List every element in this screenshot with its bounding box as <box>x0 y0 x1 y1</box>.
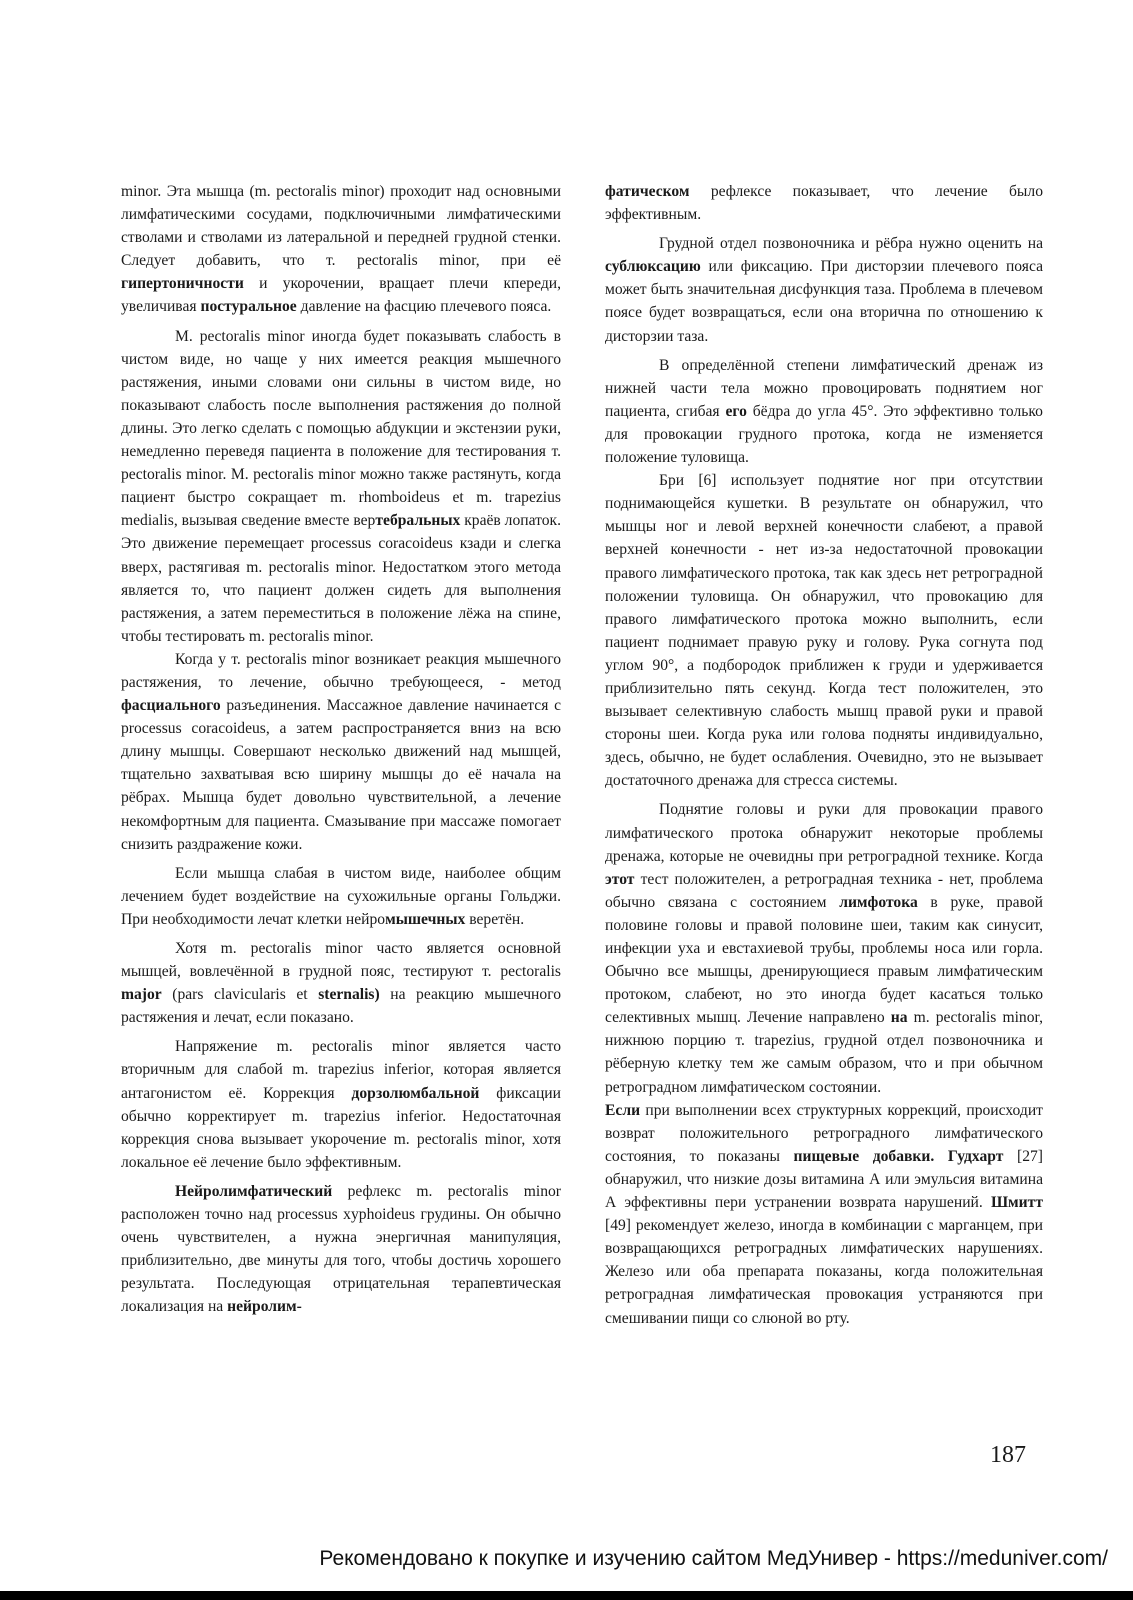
text-run <box>934 1148 948 1165</box>
text-run: [27] обнаружил, что низкие дозы витамина А или эмульсия витамина А эффективны пери устранении возврата нарушений. <box>605 1147 1043 1212</box>
text-run: краёв лопаток. Это движение перемещает processus coracoideus кзади и слегка вверх, растягивая m. pectoralis minor. Недостатком этого метода является то, что пациент должен сидеть для выполнения растяжения, а затем переместиться в положение лёжа на спине, чтобы тестировать m. pectoralis minor. <box>121 512 561 645</box>
bold-text-run: фатическом <box>605 183 690 200</box>
text-run: веретён. <box>465 910 525 928</box>
bold-text-run: sternalis) <box>318 986 380 1004</box>
paragraph <box>121 648 561 856</box>
bold-text-run: Если <box>605 1101 641 1119</box>
right-column <box>605 180 1043 1330</box>
bottom-border <box>0 1591 1133 1600</box>
text-run: тест положителен, а ретроградная техника - нет, проблема обычно связана с состоянием <box>605 870 1043 911</box>
text-run: и укорочении, вращает плечи кпереди, увеличивая <box>121 275 561 316</box>
paragraph <box>605 1099 1043 1330</box>
text-run: в руке, правой половине головы и правой половине шеи, таким как синусит, инфекции уха и евстахиевой трубы, проблемы носа или горла. Обычно все мышцы, дренирующиеся правым лимфатическим протоком, слабеют, но это иногда будет касаться только селективных мышц. Лечение направлено <box>605 893 1043 1027</box>
text-run: minor. Эта мышца (m. pectoralis minor) проходит над основными лимфатическими сосудами, подключичными лимфатическими стволами и стволами из латеральной и передней грудной стенки. Следует добавить, что т. pectoralis minor, при её <box>121 183 561 270</box>
text-run: давление на фасцию плечевого пояса. <box>296 298 552 316</box>
left-column <box>121 180 561 1319</box>
text-run: разъединения. Массажное давление начинается с processus coracoideus, а затем распространяется вниз на всю длину мышцы. Совершают несколько движений над мышцей, тщательно захватывая всю ширину мышцы до её начала на рёбрах. Мышца будет довольно чувствительной, а лечение некомфортным для пациента. Смазывание при массаже помогает снизить раздражение кожи. <box>121 697 561 853</box>
paragraph <box>121 937 561 1029</box>
bold-text-run: мышечных <box>385 910 466 928</box>
paragraph <box>605 469 1043 792</box>
bold-text-run: Шмитт <box>990 1194 1043 1212</box>
bold-text-run: его <box>725 402 747 420</box>
text-run: бёдра до угла 45°. Это эффективно только для провокации грудного протока, когда не изменяется положение туловища. <box>605 402 1043 467</box>
text-run: [49] рекомендует железо, иногда в комбинации с марганцем, при возвращающихся ретроградных лимфатических нарушениях. Железо или оба препарата показаны, когда положительная ретроградная лимфатическая провокация устраняются при смешивании пищи со слюной во рту. <box>605 1217 1043 1327</box>
bold-text-run: Нейролимфатический <box>175 1182 333 1200</box>
bold-text-run: этот <box>605 870 635 888</box>
text-run: или фиксацию. При дисторзии плечевого пояса может быть значительная дисфункция таза. Проблема в плечевом поясе будет возвращаться, если она вторична по отношению к дисторзии таза. <box>605 258 1043 345</box>
paragraph <box>121 1180 561 1319</box>
page-number: 187 <box>990 1442 1026 1468</box>
bold-text-run: пищевые добавки. <box>793 1147 935 1165</box>
text-run: Если мышца слабая в чистом виде, наиболее общим лечением будет воздействие на сухожильные органы Гольджи. При необходимости лечат клетки нейро <box>121 864 561 928</box>
text-run: В определённой степени лимфатический дренаж из нижней части тела можно провоцировать поднятием ног пациента, сгибая <box>605 356 1043 420</box>
bold-text-run: Гудхарт <box>947 1147 1004 1165</box>
bold-text-run: нейролим- <box>227 1298 302 1316</box>
text-run: (pars clavicularis et <box>161 986 319 1004</box>
text-run: рефлексе показывает, что лечение было эффективным. <box>605 183 1043 224</box>
paragraph <box>121 180 561 319</box>
text-run: Хотя m. pectoralis minor часто является основной мышцей, вовлечённой в грудной пояс, тестируют т. pectoralis <box>121 940 561 981</box>
paragraph <box>121 862 561 931</box>
text-run: M. pectoralis minor иногда будет показывать слабость в чистом виде, но чаще у них имеется реакция мышечного растяжения, иными словами они сильны в чистом виде, но показывают слабость после выполнения растяжения до полной длины. Это легко сделать с помощью абдукции и экстензии руки, немедленно переведя пациента в положение для тестирования т. pectoralis minor. M. pectoralis minor можно также растянуть, когда пациент быстро сокращает m. rhomboideus et m. trapezius medialis, вызывая сведение вместе вер <box>121 327 561 530</box>
text-run: m. pectoralis minor, нижнюю порцию т. trapezius, грудной отдел позвоночника и рёберную клетку тем же самым образом, что и при обычном ретроградном лимфатическом состоянии. <box>605 1009 1043 1096</box>
text-run: Напряжение m. pectoralis minor является часто вторичным для слабой m. trapezius inferior, которая является антагонистом её. Коррекция <box>121 1038 561 1102</box>
text-run: рефлекс m. pectoralis minor расположен точно над processus xyphoideus грудины. Он обычно очень чувствителен, а нужна энергичная манипуляция, приблизительно, две минуты для того, чтобы достичь хорошего результата. Последующая отрицательная терапевтическая локализация на <box>121 1182 561 1316</box>
text-run: на реакцию мышечного растяжения и лечат, если показано. <box>121 986 562 1027</box>
bold-text-run: major <box>121 986 162 1004</box>
paragraph <box>121 1035 561 1174</box>
bold-text-run: лимфотока <box>839 893 918 911</box>
bold-text-run: тебральных <box>375 512 461 530</box>
paragraph <box>605 232 1043 347</box>
bold-text-run: дорзолюмбальной <box>351 1084 480 1102</box>
paragraph <box>605 354 1043 469</box>
bold-text-run: на <box>890 1009 908 1027</box>
text-run: Грудной отдел позвоночника и рёбра нужно оценить на <box>659 235 1043 253</box>
text-run: Бри [6] использует поднятие ног при отсутствии поднимающейся кушетки. В результате он обнаружил, что мышцы ног и левой верхней конечности слабеют, а правой верхней конечности - нет из-за недостаточной провокации правого лимфатического протока, так как здесь нет ретроградной положении туловища. Он обнаружил, что провокацию для правого лимфатического протока можно выполнить, если пациент поднимает правую руку и голову. Рука согнута под углом 90°, а подбородок приближен к груди и удерживается приблизительно пять секунд. Когда тест положителен, это вызывает селективную слабость мышц правой руки и правой стороны шеи. Когда рука или голова подняты индивидуально, здесь, обычно, не будет ослабления. Очевидно, это не вызывает достаточного дренажа для стресса системы. <box>605 472 1043 790</box>
bold-text-run: гипертоничности <box>121 275 244 293</box>
text-run: Поднятие головы и руки для провокации правого лимфатического протока обнаружит некоторые проблемы дренажа, которые не очевидны при ретроградной технике. Когда <box>605 801 1043 865</box>
footer-advertisement: Рекомендовано к покупке и изучению сайтом МедУнивер - https://meduniver.com/ <box>319 1547 1108 1570</box>
text-run: фиксации обычно корректирует m. trapezius inferior. Недостаточная коррекция снова вызывает укорочение m. pectoralis minor, хотя локальное её лечение было эффективным. <box>121 1084 561 1171</box>
bold-text-run: сублюксацию <box>605 258 701 276</box>
paragraph <box>605 798 1043 1098</box>
paragraph <box>605 180 1043 226</box>
text-run: при выполнении всех структурных коррекций, происходит возврат положительного ретроградного лимфатического состояния, то показаны <box>605 1101 1043 1165</box>
paragraph <box>121 325 561 648</box>
text-run: Когда у т. pectoralis minor возникает реакция мышечного растяжения, то лечение, обычно требующееся, - метод <box>121 650 561 691</box>
bold-text-run: постуральное <box>200 298 297 316</box>
bold-text-run: фасциального <box>121 697 221 715</box>
